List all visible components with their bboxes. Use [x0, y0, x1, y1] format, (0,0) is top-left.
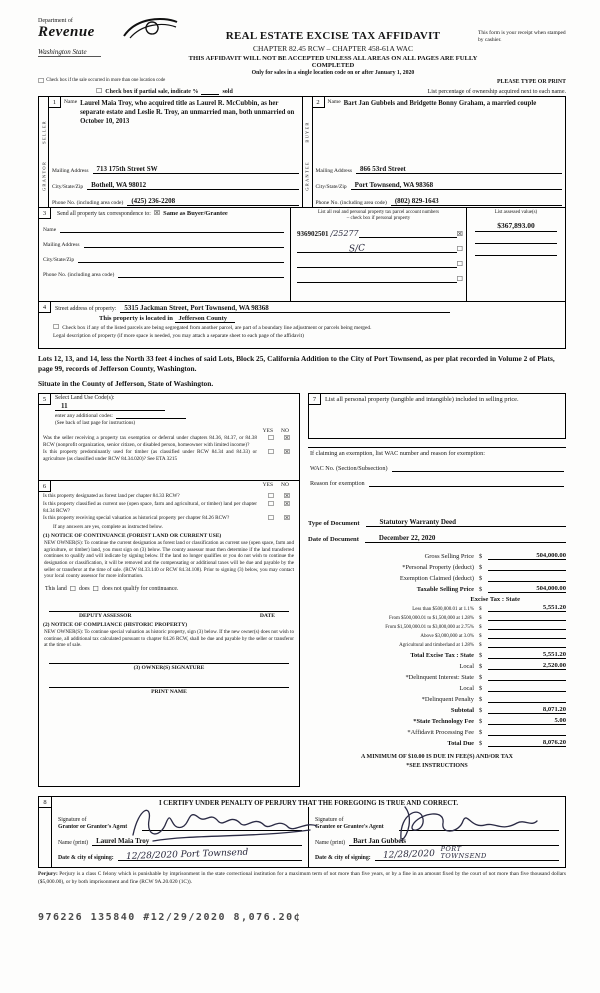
fin-row-subtotal: Subtotal $ 8,071.20 [450, 706, 566, 715]
s5-no-header: NO [281, 428, 289, 435]
notice-2-body: NEW OWNER(S): To continue special valuation as historic property, sign (3) below. If the new owner(s) does not wish to continue, all additional tax calculated pursuant to chapter 84.26 RCW, shall be due and payable by the seller or transferor at the time of sale. [44, 628, 294, 649]
notice-1-title: (1) NOTICE OF CONTINUANCE (FOREST LAND OR CURRENT USE) [43, 533, 222, 540]
buyer-word: BUYER [304, 121, 310, 143]
ownership-note: List percentage of ownership acquired next to each name. [427, 89, 566, 95]
deputy-date-label: DATE [259, 612, 275, 619]
section-8 [38, 796, 566, 868]
grantor-name-value: Laurel Maia Troy [96, 837, 150, 846]
street-address-value: 5315 Jackman Street, Port Townsend, WA 98368 [124, 304, 269, 312]
situate-line: Situate in the County of Jefferson, State of Washington. [38, 379, 214, 389]
parcel-personal-checkbox-1[interactable]: ☒ [456, 230, 463, 239]
corr-city-field[interactable] [78, 254, 284, 263]
logo-revenue: Revenue [38, 24, 95, 40]
land-use-value[interactable]: 11 [55, 401, 165, 411]
does-checkbox[interactable]: ☐ [69, 584, 77, 593]
fin-row-rate-3: From $1,500,000.01 to $3,000,000 at 2.75% $ [308, 621, 566, 630]
buyer-mailing-value: 866 53rd Street [360, 165, 406, 173]
notice-2-title: (2) NOTICE OF COMPLIANCE (HISTORIC PROPERTY) [43, 621, 188, 628]
fin-row-exemption: Exemption Claimed (deduct) $ [308, 571, 566, 582]
fin-row-total-due: Total Due $ 8,076.20 [447, 739, 566, 748]
type-of-document-label: Type of Document [308, 520, 360, 528]
grantee-date-handwriting: 12/28/2020 [382, 849, 435, 862]
grantor-sig-label-2: Grantor or Grantor's Agent [58, 824, 128, 831]
does-not-label: does not qualify for continuance. [101, 586, 179, 593]
grantee-word: GRANTEE [304, 161, 310, 191]
s6-question-3: Is this property receiving special valuation as historical property per chapter 84.26 RCW? [43, 515, 230, 522]
seller-mailing-field[interactable] [93, 165, 299, 174]
fin-row-delinq-interest-local: Local $ [308, 681, 566, 692]
does-not-checkbox[interactable]: ☐ [92, 584, 99, 593]
fin-row-rate-5: Agricultural and timberland at 1.28% $ [308, 639, 566, 648]
section-3 [38, 208, 566, 302]
seller-phone-field[interactable] [127, 197, 298, 206]
grantee-sig-label-2: Grantee or Grantee's Agent [315, 824, 384, 831]
parcel-header-line1: List all real and personal property tax parcel account numbers [318, 210, 439, 215]
same-as-buyer-checkbox[interactable]: ☒ [153, 209, 161, 217]
section-6 [38, 481, 300, 787]
partial-sale-label: Check box if partial sale, indicate % [105, 89, 199, 95]
s6-q3-yes-checkbox[interactable]: ☐ [267, 514, 275, 523]
cashier-stamp: 976226 135840 #12/29/2020 8,076.20¢ [38, 911, 302, 923]
buyer-phone-field[interactable] [391, 197, 562, 206]
corr-name-field[interactable] [60, 224, 284, 233]
parcel-line-1[interactable] [359, 229, 457, 238]
s5-q1-no-checkbox[interactable]: ☒ [283, 434, 291, 443]
grantor-name-label: Name (print) [58, 840, 89, 847]
buyer-phone-label: Phone No. (including area code) [315, 200, 387, 206]
grantee-city-handwriting [435, 846, 487, 860]
see-back-note: (See back of last page for instructions) [55, 420, 136, 427]
fin-row-excise-head: Excise Tax : State [470, 596, 520, 604]
section-7-number: 7 [309, 394, 321, 405]
additional-codes-label: enter any additional codes: [55, 413, 113, 420]
s6-yes-header: YES [262, 482, 274, 489]
warning-line: THIS AFFIDAVIT WILL NOT BE ACCEPTED UNLESS ALL AREAS ON ALL PAGES ARE FULLY COMPLETED [188, 55, 478, 69]
minimum-fee-text: A MINIMUM OF $10.00 IS DUE IN FEE(S) AND/OR TAX [361, 754, 513, 761]
located-county: Jefferson County [175, 315, 236, 323]
seller-side-label [39, 97, 49, 207]
pretable-row-2 [38, 88, 566, 95]
logo-washington-state: Washington State [38, 48, 101, 57]
date-of-document-value: December 22, 2020 [365, 534, 566, 543]
chapter-line: CHAPTER 82.45 RCW – CHAPTER 458-61A WAC [253, 44, 413, 53]
reason-label: Reason for exemption [310, 480, 365, 488]
grantee-city-line1: PORT [440, 844, 462, 853]
fin-row-rate-4: Above $3,000,000 at 3.0% $ [308, 630, 566, 639]
seller-name-label: Name [64, 99, 78, 105]
section-8-number: 8 [39, 797, 51, 808]
deputy-assessor-label: DEPUTY ASSESSOR [79, 612, 132, 619]
buyer-city-field[interactable] [351, 181, 562, 190]
dor-logo [38, 14, 188, 59]
s6-question-1: Is this property designated as forest land per chapter 84.33 RCW? [43, 493, 180, 500]
buyer-mailing-label: Mailing Address [315, 168, 353, 174]
perjury-note [38, 871, 566, 886]
s6-q2-yes-checkbox[interactable]: ☐ [267, 500, 275, 509]
buyer-name-value: Bart Jan Gubbels and Bridgette Bonny Graham, a married couple [343, 100, 537, 107]
additional-codes-field[interactable] [116, 413, 186, 419]
section-7 [308, 393, 566, 439]
reason-field[interactable] [369, 478, 564, 487]
personal-property-label: List all personal property (tangible and intangible) included in selling price. [325, 396, 519, 404]
parcel-personal-checkbox-2[interactable]: ☐ [456, 245, 463, 254]
seller-city-label: City/State/Zip [52, 184, 84, 190]
section-5-number: 5 [39, 394, 51, 405]
grantor-word: GRANTOR [41, 161, 46, 192]
parties-table [38, 96, 566, 208]
logo-dept-of: Department of [38, 18, 73, 24]
fin-row-taxable: Taxable Selling Price $ 504,000.00 [416, 585, 566, 594]
section-6-number: 6 [39, 481, 51, 492]
does-label: does [79, 586, 90, 593]
legal-description-note: Legal description of property (if more space is needed, you may attach a separate sheet to each page of the affidavit) [53, 333, 304, 339]
parcel-header [291, 208, 466, 224]
section-2-number: 2 [313, 97, 325, 108]
grantee-city-line2: TOWNSEND [440, 852, 487, 861]
grantee-date-field[interactable] [375, 846, 559, 861]
corr-mailing-label: Mailing Address [43, 242, 80, 248]
if-yes-note: If any answers are yes, complete as instructed below. [53, 524, 164, 531]
s5-question-1: Was the seller receiving a property tax exemption or deferral under chapters 84.36, 84.37, or 84.38 RCW (nonprofit organization, senior citizen, or disabled person, homeowner with limited income)? [43, 435, 257, 448]
s5-q2-no-checkbox[interactable]: ☒ [283, 448, 291, 457]
print-name-line[interactable]: PRINT NAME [49, 687, 289, 695]
grantor-signature-field[interactable] [142, 822, 302, 831]
grantee-date-label: Date & city of signing: [315, 855, 371, 862]
seller-mailing-label: Mailing Address [52, 168, 89, 174]
s6-q1-no-checkbox[interactable]: ☒ [283, 492, 291, 501]
fin-row-rate-1: Less than $500,000.01 at 1.1% $ 5,551.20 [412, 604, 566, 613]
partial-sale-percent-field[interactable] [201, 89, 219, 95]
multi-location-label: Check box if the sale occurred in more than one location code [46, 78, 166, 83]
form-title: REAL ESTATE EXCISE TAX AFFIDAVIT [225, 30, 441, 42]
title-block [188, 14, 478, 76]
owners-signature-line[interactable]: (3) OWNER(S) SIGNATURE [49, 663, 289, 671]
buyer-city-value: Port Townsend, WA 98368 [354, 181, 434, 189]
seller-mailing-value: 713 175th Street SW [96, 165, 158, 173]
logo-swoosh-icon [122, 14, 180, 40]
seller-city-field[interactable] [87, 181, 298, 190]
s6-q1-yes-checkbox[interactable]: ☐ [267, 492, 275, 501]
street-address-label: Street address of property: [55, 306, 117, 312]
grantor-signature-block [52, 807, 308, 867]
parcel-personal-checkbox-3[interactable]: ☐ [456, 260, 463, 269]
only-note: Only for sales in a single location code on or after January 1, 2020 [251, 70, 415, 76]
grantee-name-value: Bart Jan Gubbels [353, 837, 407, 846]
corr-phone-field[interactable] [118, 269, 284, 278]
send-correspondence-label: Send all property tax correspondence to: [57, 210, 151, 217]
land-use-label: Select Land Use Code(s): [55, 395, 115, 402]
assessed-value: $367,893.00 [475, 221, 557, 232]
seller-name-value: Laurel Maia Troy, who acquired title as Laurel R. McCubbin, as her separate estate and Leslie R. Troy, an unmarried man, both unmarried on October 10, 2013 [80, 100, 295, 126]
grantee-sig-label-1: Signature of [315, 816, 344, 823]
parcel-line-3[interactable] [297, 259, 457, 268]
section-4-number: 4 [39, 302, 51, 313]
please-type-print: PLEASE TYPE OR PRINT [497, 79, 566, 85]
wac-label: WAC No. (Section/Subsection) [310, 465, 388, 473]
buyer-name-label: Name [327, 99, 341, 105]
receipt-note: This form is your receipt when stamped by cashier. [478, 30, 566, 44]
s6-q2-no-checkbox[interactable]: ☒ [283, 500, 291, 509]
buyer-section [303, 97, 566, 207]
perjury-lead: Perjury: [38, 871, 58, 878]
deputy-assessor-line [49, 611, 289, 619]
fin-row-local: Local $ 2,520.00 [459, 662, 566, 671]
assessed-line-3[interactable] [475, 255, 557, 256]
section-4 [38, 302, 566, 349]
wac-field[interactable] [392, 463, 564, 472]
corr-mailing-field[interactable] [84, 239, 284, 248]
grantee-signature-field[interactable] [399, 822, 559, 831]
parcel-header-line2: – check box if personal property [346, 216, 411, 222]
fin-row-delinq-penalty: *Delinquent Penalty $ [308, 692, 566, 703]
property-located-line [99, 315, 565, 322]
date-of-document-label: Date of Document [308, 536, 359, 544]
grantor-date-handwriting: 12/28/2020 Port Townsend [125, 847, 249, 863]
parcel-line-2[interactable] [297, 244, 457, 253]
grantee-signature-block [308, 807, 565, 867]
grantee-name-label: Name (print) [315, 840, 346, 847]
section-5 [38, 393, 300, 481]
pretable-row-1 [38, 78, 566, 85]
fin-row-gross: Gross Selling Price $ 504,000.00 [424, 552, 566, 561]
partial-sale-sold: sold [222, 89, 233, 95]
segregated-checkbox[interactable]: ☐ [53, 323, 60, 331]
seller-phone-value: (425) 236-2208 [131, 197, 176, 205]
grantor-name-field[interactable] [92, 837, 302, 846]
perjury-body: Perjury is a class C felony which is punishable by imprisonment in the state correctional institution for a maximum term of not more than five years, or by a fine in an amount fixed by the court of not more than five thousand dollars ($5,000.00), or by both imprisonment and fine (RCW 9A.20.020 (1C)). [38, 871, 566, 885]
assessed-value-header: List assessed value(s) [494, 210, 538, 215]
corr-phone-label: Phone No. (including area code) [43, 272, 115, 278]
partial-sale-checkbox[interactable]: ☐ [96, 87, 103, 95]
see-instructions: *SEE INSTRUCTIONS [406, 762, 468, 769]
parcel-number-handwriting: /25277 [330, 229, 359, 239]
minimum-fee-note [308, 753, 566, 770]
grantor-date-field[interactable] [118, 847, 302, 863]
seller-city-value: Bothell, WA 98012 [91, 181, 147, 189]
grantor-date-label: Date & city of signing: [58, 855, 114, 862]
buyer-phone-value: (802) 829-1643 [394, 197, 439, 205]
same-as-buyer-label: Same as Buyer/Grantee [163, 210, 228, 217]
located-pre: This property is located in [99, 315, 173, 322]
header [38, 14, 566, 76]
exemption-intro: If claiming an exemption, list WAC number and reason for exemption: [310, 450, 485, 458]
fin-row-total-state: Total Excise Tax : State $ 5,551.20 [410, 651, 566, 660]
this-land-label: This land [45, 586, 67, 593]
buyer-city-label: City/State/Zip [315, 184, 347, 190]
type-of-document-value: Statutory Warranty Deed [366, 518, 566, 527]
parcel-number-value: 936902501 [297, 230, 329, 239]
fin-row-tech-fee: *State Technology Fee $ 5.00 [413, 717, 566, 726]
assessed-line-2[interactable] [475, 243, 557, 244]
fin-row-processing-fee: *Affidavit Processing Fee $ [308, 725, 566, 736]
parcel-note-handwriting: S/C [348, 243, 366, 255]
seller-section [39, 97, 303, 207]
corr-name-label: Name [43, 227, 57, 233]
s6-no-header: NO [281, 482, 289, 489]
certify-statement: I CERTIFY UNDER PENALTY OF PERJURY THAT THE FOREGOING IS TRUE AND CORRECT. [158, 800, 459, 808]
s5-question-2: Is this property predominantly used for timber (as classified under RCW 84.34 and 84.33) or agriculture (as classified under RCW 84.34.020)? See ETA 3215 [43, 449, 257, 462]
mid-columns [38, 393, 566, 791]
fin-row-personal: *Personal Property (deduct) $ [308, 560, 566, 571]
s6-question-2: Is this property classified as current use (open space, farm and agricultural, or timber) land per chapter 84.34 RCW? [43, 501, 257, 514]
fin-row-rate-2: From $500,000.01 to $1,500,000 at 1.28% $ [308, 612, 566, 621]
excise-tax-table [308, 549, 566, 747]
grantor-sig-label-1: Signature of [58, 816, 87, 823]
s6-q3-no-checkbox[interactable]: ☒ [283, 514, 291, 523]
section-3-number: 3 [39, 208, 51, 219]
s5-yes-header: YES [262, 428, 274, 435]
seller-word: SELLER [41, 120, 46, 145]
seller-phone-label: Phone No. (including area code) [52, 200, 124, 206]
notice-1-body: NEW OWNER(S): To continue the current designation as forest land or classification as current use (open space, farm and agriculture, or timber) land, you must sign on (3) below. The county assessor must then determine if the land transferred continues to qualify and will indicate by signing below. If the land no longer qualifies or you do not wish to continue the designation or classification, it will be removed and the compensating or additional taxes will be due and payable by the seller or transferor at the time of sale. (RCW 84.33.140 or RCW 84.34.108). Prior to signing (3) below, you may contact your local county assessor for more information. [44, 540, 294, 580]
legal-description: Lots 12, 13, and 14, less the North 33 feet 4 inches of said Lots, Block 25, California Addition to the City of Port Townsend, as per plat recorded in Volume 2 of Plats, page 99, records of Jefferson County, Washington. [38, 354, 555, 373]
segregated-note: Check box if any of the listed parcels are being segregated from another parcel, are part of a boundary line adjustment or parcels being merged. [62, 324, 372, 331]
street-address-field[interactable] [120, 304, 450, 313]
buyer-mailing-field[interactable] [356, 165, 562, 174]
parcel-personal-checkbox-4[interactable]: ☐ [456, 275, 463, 284]
s5-q1-yes-checkbox[interactable]: ☐ [267, 434, 275, 443]
buyer-side-label [303, 97, 313, 207]
multi-location-checkbox[interactable]: ☐ [38, 77, 45, 85]
corr-city-label: City/State/Zip [43, 257, 75, 263]
section-1-number: 1 [49, 97, 61, 108]
s5-q2-yes-checkbox[interactable]: ☐ [267, 448, 275, 457]
parcel-line-4[interactable] [297, 274, 457, 283]
exemption-block [308, 447, 566, 511]
fin-row-delinq-interest-state: *Delinquent Interest: State $ [308, 670, 566, 681]
